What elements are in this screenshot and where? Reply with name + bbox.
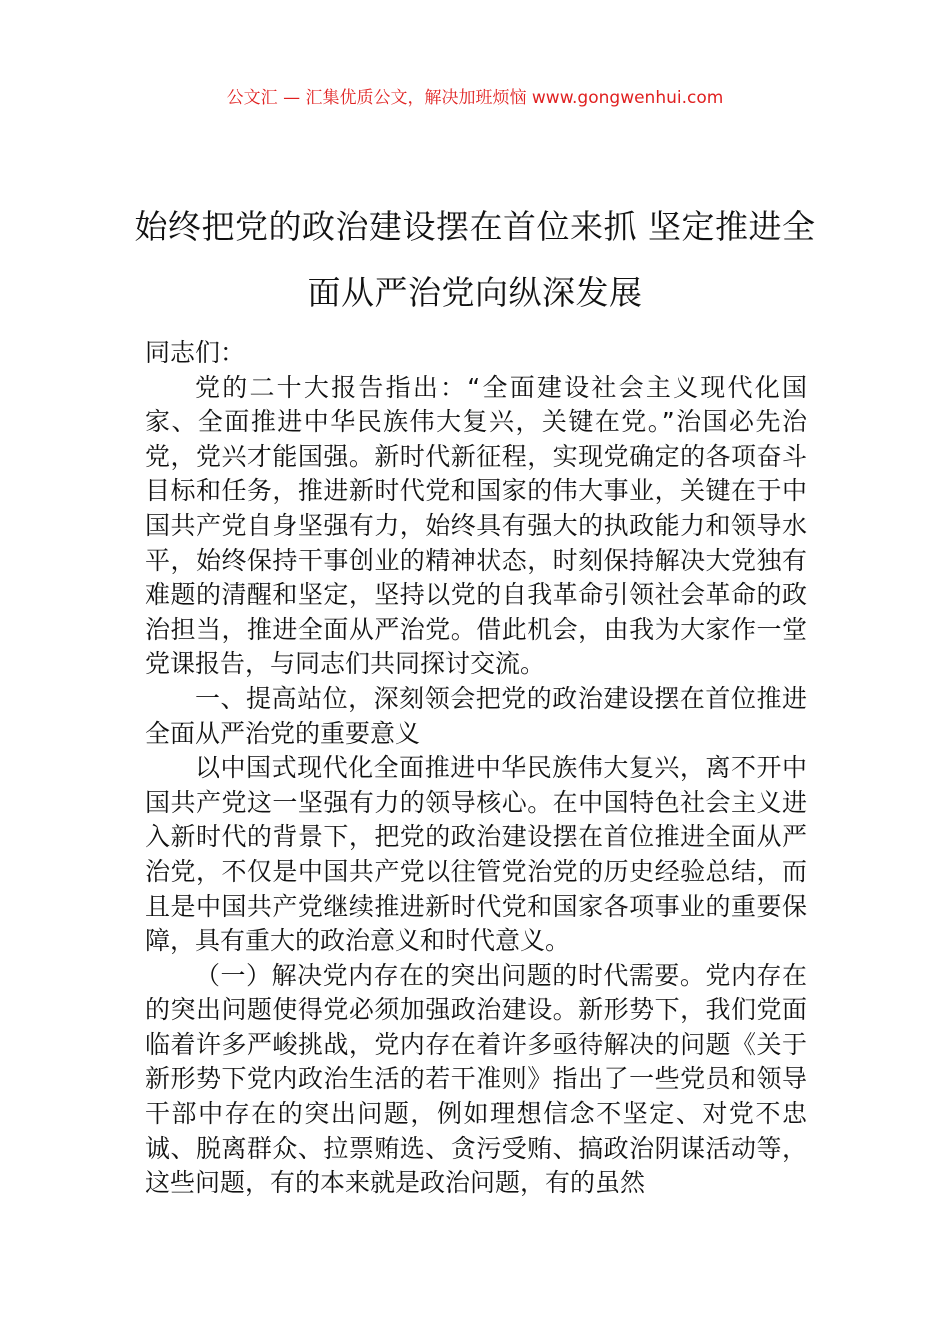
document-body — [145, 336, 807, 1201]
header-banner: 公文汇 — 汇集优质公文，解决加班烦恼 www.gongwenhui.com — [226, 88, 724, 108]
section-heading-one: 一、提高站位，深刻领会把党的政治建设摆在首位推进全面从严治党的重要意义 — [145, 683, 807, 748]
paragraph-subsection-one: （一）解决党内存在的突出问题的时代需要。党内存在的突出问题使得党必须加强政治建设。新形势下，我们党面临着许多严峻挑战，党内存在着许多亟待解决的问题《关于新形势下党内政治生活的若干准则》指出了一些党员和领导干部中存在的突出问题，例如理想信念不坚定、对党不忠诚、脱离群众、拉票贿选、贪污受贿、搞政治阴谋活动等，这些问题，有的本来就是政治问题，有的虽然 — [145, 960, 807, 1198]
salutation: 同志们： — [145, 338, 246, 367]
paragraph-intro: 党的二十大报告指出：“全面建设社会主义现代化国家、全面推进中华民族伟大复兴，关键在党。”治国必先治党，党兴才能国强。新时代新征程，实现党确定的各项奋斗目标和任务，推进新时代党和国家的伟大事业，关键在于中国共产党自身坚强有力，始终具有强大的执政能力和领导水平，始终保持干事创业的精神状态，时刻保持解决大党独有难题的清醒和坚定，坚持以党的自我革命引领社会革命的政治担当，推进全面从严治党。借此机会，由我为大家作一堂党课报告，与同志们共同探讨交流。 — [145, 372, 807, 679]
document-title: 始终把党的政治建设摆在首位来抓 坚定推进全面从严治党向纵深发展 — [134, 207, 816, 313]
paragraph-section-one: 以中国式现代化全面推进中华民族伟大复兴，离不开中国共产党这一坚强有力的领导核心。在中国特色社会主义进入新时代的背景下，把党的政治建设摆在首位推进全面从严治党，不仅是中国共产党以往管党治党的历史经验总结，而且是中国共产党继续推进新时代党和国家各项事业的重要保障，具有重大的政治意义和时代意义。 — [145, 753, 807, 956]
